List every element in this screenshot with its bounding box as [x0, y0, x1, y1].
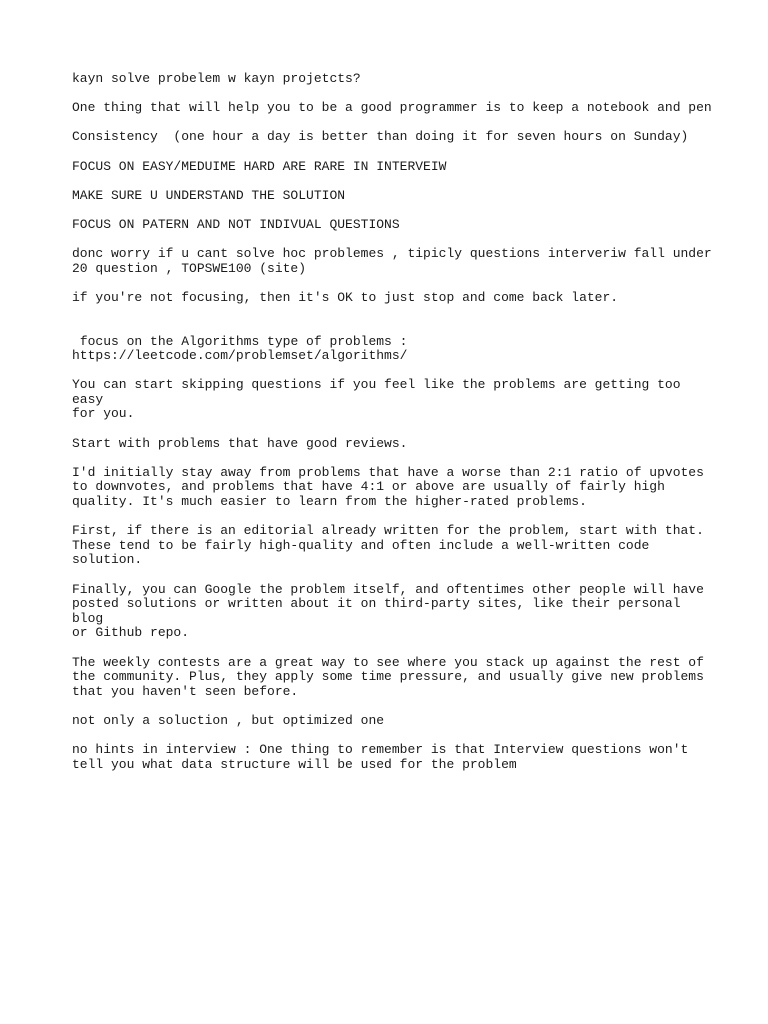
paragraph-9: focus on the Algorithms type of problems : https://leetcode.com/problemset/algorithms/: [72, 333, 408, 364]
paragraph-2: One thing that will help you to be a good programmer is to keep a notebook and pen: [72, 100, 712, 116]
paragraph-6: FOCUS ON PATERN AND NOT INDIVUAL QUESTIONS: [72, 216, 400, 232]
paragraph-3: Consistency (one hour a day is better than doing it for seven hours on Sunday): [72, 129, 689, 145]
paragraph-13: First, if there is an editorial already written for the problem, start with that. These tend to be fairly high-quality and often include a well-written code solution.: [72, 523, 704, 568]
paragraph-5: MAKE SURE U UNDERSTAND THE SOLUTION: [72, 187, 346, 203]
paragraph-11: Start with problems that have good reviews.: [72, 435, 408, 451]
notes-body: [72, 72, 712, 787]
paragraph-4: FOCUS ON EASY/MEDUIME HARD ARE RARE IN INTERVEIW: [72, 158, 447, 174]
paragraph-1: kayn solve probelem w kayn projetcts?: [72, 71, 361, 86]
paragraph-10: You can start skipping questions if you feel like the problems are getting too easy for you.: [72, 377, 681, 422]
paragraph-12: I'd initially stay away from problems that have a worse than 2:1 ratio of upvotes to downvotes, and problems that have 4:1 or above are usually of fairly high quality. It's much easier to learn from the higher-rated problems.: [72, 464, 704, 510]
paragraph-17: no hints in interview : One thing to remember is that Interview questions won't tell you what data structure will be used for the problem: [72, 742, 689, 772]
paragraph-7: donc worry if u cant solve hoc problemes , tipicly questions interveriw fall under 20 question , TOPSWE100 (site): [72, 246, 712, 276]
paragraph-15: The weekly contests are a great way to see where you stack up against the rest of the community. Plus, they apply some time pressure, and usually give new problems that you haven't seen before.: [72, 654, 704, 699]
paragraph-14: Finally, you can Google the problem itself, and oftentimes other people will have posted solutions or written about it on third-party sites, like their personal blog or Github repo.: [72, 581, 704, 641]
paragraph-8: if you're not focusing, then it's OK to just stop and come back later.: [72, 289, 619, 305]
paragraph-16: not only a soluction , but optimized one: [72, 712, 385, 728]
